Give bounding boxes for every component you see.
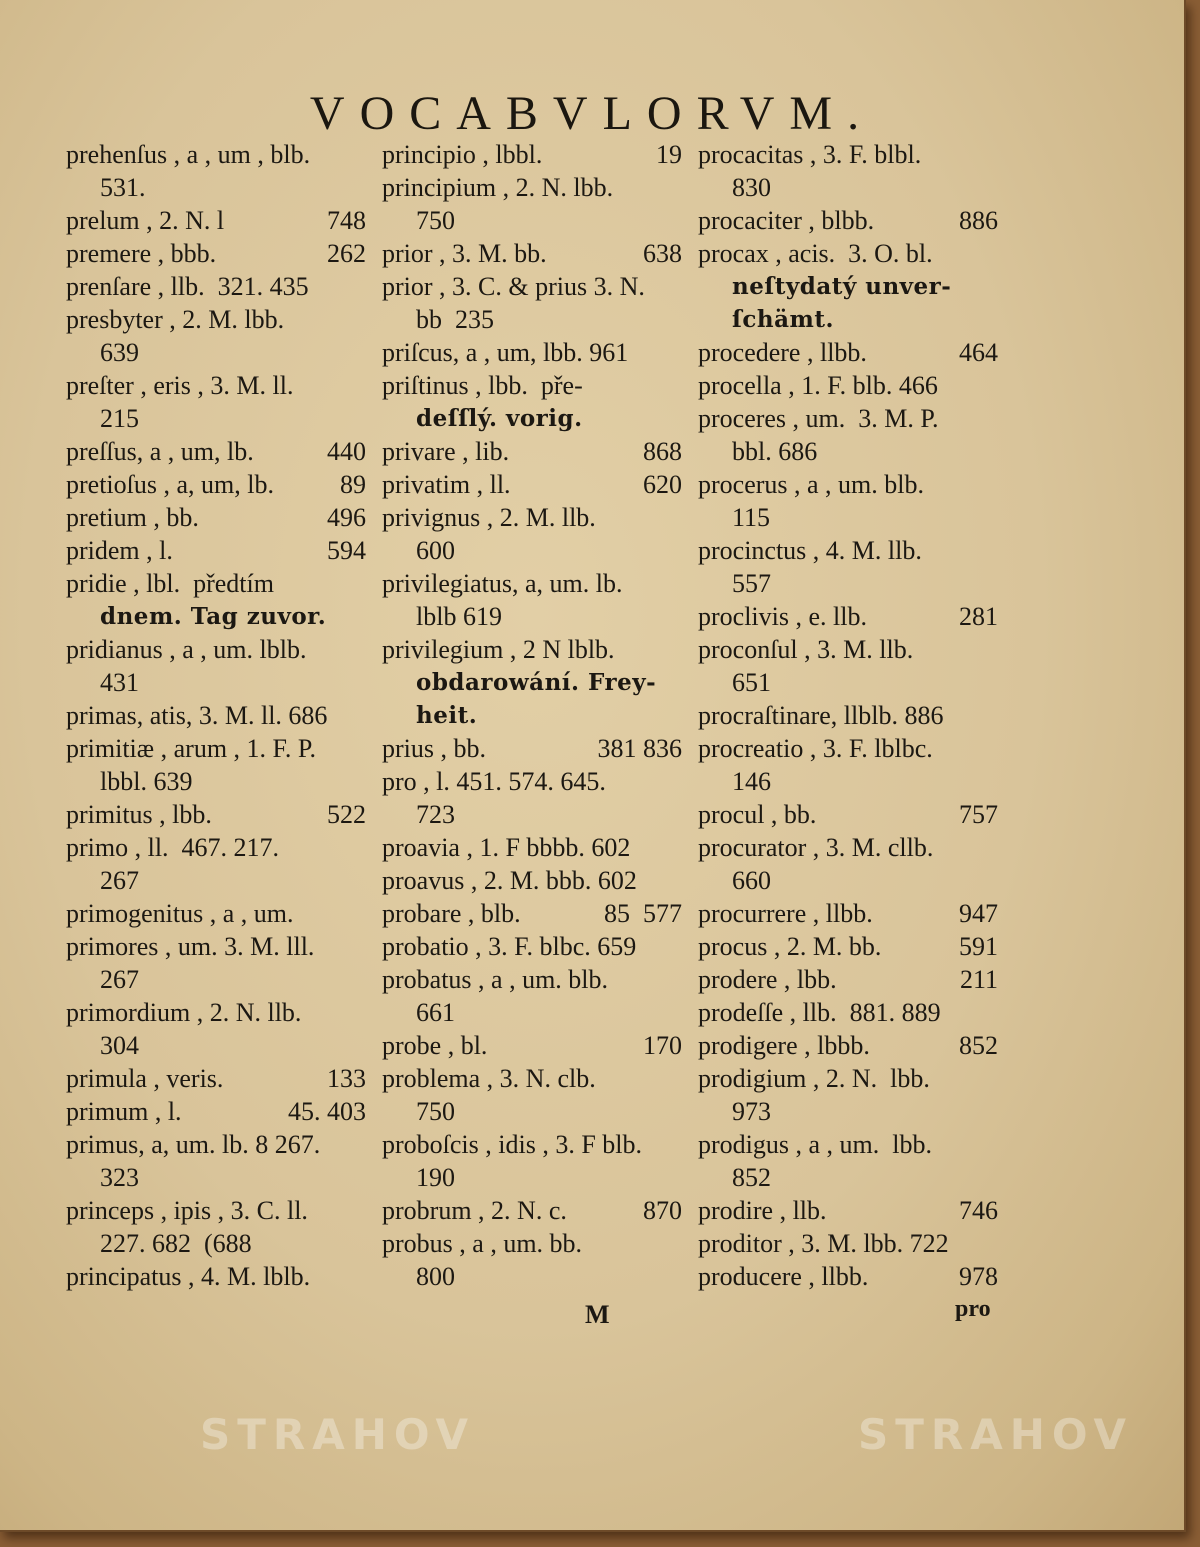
entry-line [382,501,682,534]
entry-text: procreatio , 3. F. lblbc. [698,734,933,763]
entry-text: proditor , 3. M. lbb. 722 [698,1229,949,1258]
entry-line [698,501,998,534]
entry-line [66,1128,366,1161]
entry-line [66,204,366,237]
entry-line [66,732,366,765]
entry-text: 660 [732,866,771,895]
entry-text: problema , 3. N. clb. [382,1064,596,1093]
entry-line [382,864,682,897]
entry-text: primitus , lbb. [66,800,212,829]
entry-line [382,1095,682,1128]
entry-page-number: 746 [959,1196,998,1225]
entry-line [66,468,366,501]
entry-text: 304 [100,1031,139,1060]
entry-line [66,1194,366,1227]
entry-text: prior , 3. C. & prius 3. N. [382,272,645,301]
entry-text: 661 [416,998,455,1027]
entry-line [382,204,682,237]
entry-line [66,600,366,633]
entry-line [698,798,998,831]
entry-text: pro , l. 451. 574. 645. [382,767,606,796]
entry-page-number: 89 [340,470,366,499]
entry-text: procacitas , 3. F. blbl. [698,140,922,169]
page-title: VOCABVLORVM. [309,87,875,140]
entry-text: probus , a , um. bb. [382,1229,583,1258]
entry-line [382,1128,682,1161]
entry-text: procerus , a , um. blb. [698,470,925,499]
entry-line [382,633,682,666]
entry-text: bbl. 686 [732,437,818,466]
entry-line [698,930,998,963]
entry-text: 115 [732,503,771,532]
entry-line [382,1062,682,1095]
entry-line [66,369,366,402]
entry-line [698,1260,998,1293]
entry-text: procella , 1. F. blb. 466 [698,371,938,400]
entry-line [66,930,366,963]
entry-text: lbbl. 639 [100,767,193,796]
entry-text: probe , bl. [382,1031,488,1060]
entry-text: 557 [732,569,771,598]
entry-line [698,996,998,1029]
entry-line [382,237,682,270]
entry-line [66,666,366,699]
entry-line [698,534,998,567]
entry-text: probatio , 3. F. blbc. 659 [382,932,637,961]
entry-line [698,1095,998,1128]
entry-text: procax , acis. 3. O. bl. [698,239,933,268]
entry-line [66,402,366,435]
entry-line [382,369,682,402]
entry-line [698,336,998,369]
entry-text: 146 [732,767,771,796]
entry-text: privignus , 2. M. llb. [382,503,596,532]
entry-line [66,765,366,798]
entry-line [698,732,998,765]
entry-text: primordium , 2. N. llb. [66,998,302,1027]
entry-text: ſchämt. [732,306,834,333]
entry-text: 600 [416,536,455,565]
entry-text: procurrere , llbb. [698,899,873,928]
entry-page-number: 262 [327,239,366,268]
entry-line [698,171,998,204]
entry-text: prodere , lbb. [698,965,837,994]
entry-text: primo , ll. 467. 217. [66,833,280,862]
entry-text: 723 [416,800,455,829]
entry-line [66,237,366,270]
entry-text: procaciter , blbb. [698,206,875,235]
entry-text: prodire , llb. [698,1196,827,1225]
entry-text: procedere , llbb. [698,338,867,367]
entry-page-number: 947 [959,899,998,928]
entry-page-number: 868 [643,437,682,466]
entry-line [698,567,998,600]
entry-text: princeps , ipis , 3. C. ll. [66,1196,308,1225]
entry-page-number: 19 [656,140,682,169]
entry-text: principio , lbbl. [382,140,543,169]
entry-line [66,501,366,534]
entry-page-number: 133 [327,1064,366,1093]
entry-line [698,237,998,270]
entry-line [698,204,998,237]
entry-line [66,171,366,204]
entry-text: probatus , a , um. blb. [382,965,609,994]
entry-text: primus, a, um. lb. 8 267. [66,1130,321,1159]
entry-page-number: 522 [327,800,366,829]
entry-line [382,303,682,336]
entry-line [382,138,682,171]
entry-text: primum , l. [66,1097,182,1126]
entry-line [382,732,682,765]
entry-line [698,1029,998,1062]
entry-line [382,1227,682,1260]
entry-line [382,270,682,303]
entry-line [66,1161,366,1194]
entry-page-number: 85 577 [604,899,682,928]
entry-line [698,600,998,633]
entry-text: 800 [416,1262,455,1291]
entry-line [698,270,998,303]
entry-line [382,699,682,732]
entry-line [382,765,682,798]
entry-line [66,435,366,468]
entry-line [66,1029,366,1062]
watermark: STRAHOV [200,1410,475,1459]
entry-line [66,1227,366,1260]
entry-text: prodigium , 2. N. lbb. [698,1064,930,1093]
entry-text: deſſlý. vorig. [416,405,583,432]
entry-page-number: 496 [327,503,366,532]
entry-text: 215 [100,404,139,433]
entry-line [698,468,998,501]
entry-line [66,1095,366,1128]
entry-page-number: 852 [959,1031,998,1060]
entry-text: 323 [100,1163,139,1192]
column-2 [382,138,682,1293]
entry-line [698,831,998,864]
entry-page-number: 886 [959,206,998,235]
entry-line [698,699,998,732]
entry-text: proavus , 2. M. bbb. 602 [382,866,637,895]
entry-line [382,996,682,1029]
entry-page-number: 170 [643,1031,682,1060]
entry-text: prenſare , llb. 321. 435 [66,272,309,301]
entry-text: privilegium , 2 N lblb. [382,635,615,664]
entry-page-number: 870 [643,1196,682,1225]
entry-line [382,798,682,831]
entry-text: 830 [732,173,771,202]
entry-text: prodeſſe , llb. 881. 889 [698,998,941,1027]
entry-line [698,963,998,996]
entry-line [382,963,682,996]
entry-line [382,336,682,369]
entry-line [66,303,366,336]
entry-line [698,1128,998,1161]
entry-text: 267 [100,965,139,994]
entry-text: proboſcis , idis , 3. F blb. [382,1130,643,1159]
entry-text: procraſtinare, llblb. 886 [698,701,944,730]
entry-text: proclivis , e. llb. [698,602,867,631]
entry-line [698,633,998,666]
entry-line [382,897,682,930]
entry-text: bb 235 [416,305,494,334]
entry-line [698,864,998,897]
entry-line [698,402,998,435]
entry-line [698,138,998,171]
entry-line [382,831,682,864]
entry-text: 852 [732,1163,771,1192]
entry-page-number: 591 [959,932,998,961]
entry-text: procinctus , 4. M. llb. [698,536,922,565]
entry-text: privatim , ll. [382,470,511,499]
entry-text: proavia , 1. F bbbb. 602 [382,833,631,862]
entry-line [66,1260,366,1293]
entry-text: obdarowání. Frey- [416,669,657,696]
column-3 [698,138,998,1293]
entry-text: primogenitus , a , um. [66,899,294,928]
entry-text: privare , lib. [382,437,510,466]
entry-text: premere , bbb. [66,239,217,268]
entry-page-number: 211 [959,965,998,994]
entry-line [382,435,682,468]
entry-text: 973 [732,1097,771,1126]
entry-text: pretium , bb. [66,503,199,532]
entry-text: proconſul , 3. M. llb. [698,635,914,664]
entry-text: 227. 682 (688 [100,1229,252,1258]
entry-page-number: 978 [959,1262,998,1291]
entry-text: prodigere , lbbb. [698,1031,870,1060]
entry-text: principium , 2. N. lbb. [382,173,614,202]
entry-text: priſcus, a , um, lbb. 961 [382,338,629,367]
entry-text: producere , llbb. [698,1262,869,1291]
entry-line [698,303,998,336]
entry-line [698,897,998,930]
entry-text: procul , bb. [698,800,817,829]
entry-text: 431 [100,668,139,697]
entry-line [698,1161,998,1194]
entry-text: probare , blb. [382,899,521,928]
entry-line [66,963,366,996]
entry-text: presbyter , 2. M. lbb. [66,305,285,334]
entry-text: priſtinus , lbb. pře- [382,371,583,400]
entry-line [382,171,682,204]
entry-line [66,831,366,864]
entry-text: pretioſus , a, um, lb. [66,470,274,499]
entry-line [698,435,998,468]
entry-text: 750 [416,1097,455,1126]
entry-page-number: 440 [327,437,366,466]
entry-text: proceres , um. 3. M. P. [698,404,939,433]
entry-text: primula , veris. [66,1064,224,1093]
entry-text: pridianus , a , um. lblb. [66,635,307,664]
entry-page-number: 757 [959,800,998,829]
entry-page-number: 381 836 [597,734,682,763]
signature-mark: M [585,1300,610,1329]
entry-line [382,1029,682,1062]
watermark: STRAHOV [858,1410,1133,1459]
catchword: pro [955,1296,991,1322]
entry-text: preſter , eris , 3. M. ll. [66,371,294,400]
entry-text: prelum , 2. N. l [66,206,225,235]
entry-text: prehenſus , a , um , blb. [66,140,311,169]
entry-text: primores , um. 3. M. lll. [66,932,315,961]
entry-line [698,666,998,699]
entry-line [66,138,366,171]
entry-page-number: 45. 403 [288,1097,366,1126]
entry-text: neſtydatý unver- [732,273,952,300]
entry-line [382,1260,682,1293]
entry-text: primitiæ , arum , 1. F. P. [66,734,316,763]
entry-text: 639 [100,338,139,367]
entry-line [698,765,998,798]
entry-text: preſſus, a , um, lb. [66,437,254,466]
entry-text: prior , 3. M. bb. [382,239,547,268]
column-1 [66,138,366,1293]
entry-line [382,567,682,600]
entry-line [66,567,366,600]
entry-text: principatus , 4. M. lblb. [66,1262,311,1291]
entry-text: 750 [416,206,455,235]
entry-line [66,798,366,831]
entry-page-number: 594 [327,536,366,565]
entry-text: 190 [416,1163,455,1192]
entry-text: pridie , lbl. předtím [66,569,274,598]
entry-line [66,633,366,666]
entry-line [382,666,682,699]
entry-text: primas, atis, 3. M. ll. 686 [66,701,328,730]
entry-text: 531. [100,173,146,202]
entry-page-number: 638 [643,239,682,268]
entry-line [66,699,366,732]
entry-text: lblb 619 [416,602,502,631]
entry-line [66,1062,366,1095]
entry-text: heit. [416,702,478,729]
entry-text: 267 [100,866,139,895]
entry-line [698,1227,998,1260]
entry-line [66,864,366,897]
entry-line [66,897,366,930]
entry-line [698,1062,998,1095]
entry-line [382,534,682,567]
entry-line [382,402,682,435]
entry-line [66,534,366,567]
entry-line [698,369,998,402]
entry-text: pridem , l. [66,536,173,565]
entry-text: procus , 2. M. bb. [698,932,882,961]
entry-text: 651 [732,668,771,697]
entry-line [382,600,682,633]
entry-line [66,336,366,369]
entry-line [66,270,366,303]
entry-line [382,1161,682,1194]
entry-page-number: 748 [327,206,366,235]
entry-text: procurator , 3. M. cllb. [698,833,934,862]
entry-page-number: 464 [959,338,998,367]
entry-line [698,1194,998,1227]
entry-line [382,930,682,963]
entry-line [382,1194,682,1227]
entry-page-number: 281 [959,602,998,631]
entry-text: prius , bb. [382,734,486,763]
entry-text: dnem. Tag zuvor. [100,603,327,630]
entry-line [382,468,682,501]
entry-line [66,996,366,1029]
entry-text: prodigus , a , um. lbb. [698,1130,932,1159]
entry-text: probrum , 2. N. c. [382,1196,567,1225]
entry-page-number: 620 [643,470,682,499]
entry-text: privilegiatus, a, um. lb. [382,569,623,598]
